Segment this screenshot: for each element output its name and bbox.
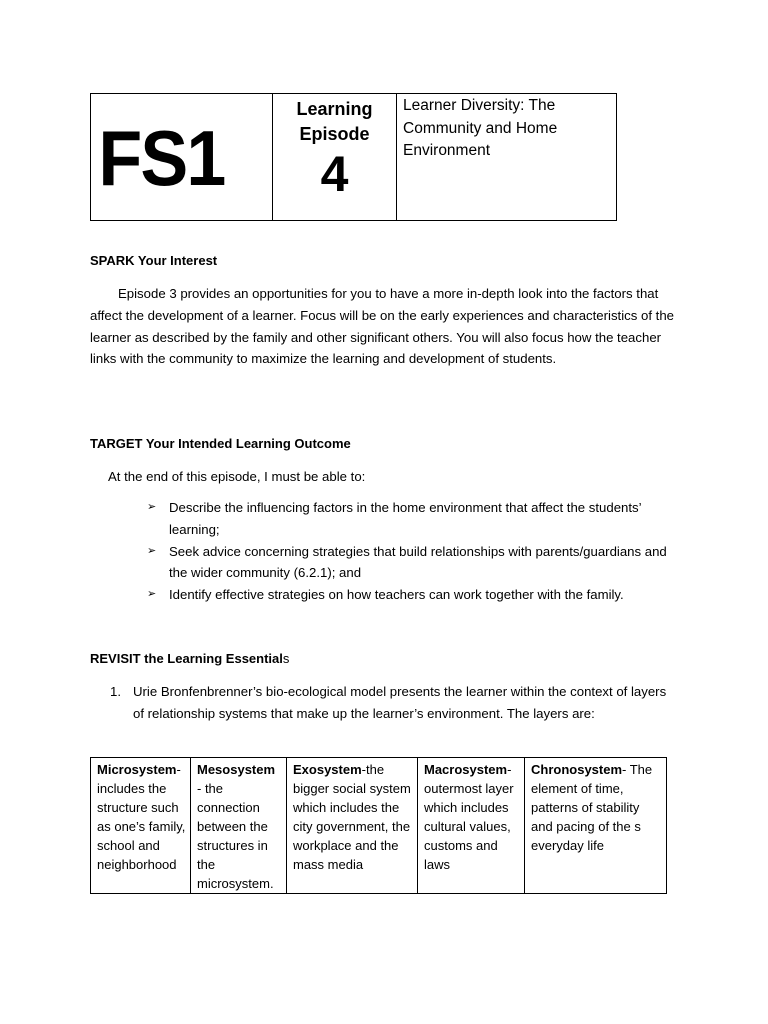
arrow-bullet-icon: ➢	[147, 544, 157, 557]
layer-cell-chronosystem: Chronosystem- The element of time, patterns of stability and pacing of the s everyday life	[525, 758, 667, 894]
layer-cell-mesosystem: Mesosystem - the connection between the structures in the microsystem.	[191, 758, 287, 894]
layer-cell-macrosystem: Macrosystem- outermost layer which includes cultural values, customs and laws	[418, 758, 525, 894]
episode-label: Learning Episode	[296, 99, 373, 144]
ecological-layers-table	[90, 757, 667, 894]
episode-title: Learner Diversity: The Community and Home Environment	[403, 97, 558, 159]
layer-cell-exosystem: Exosystem-the bigger social system which includes the city government, the workplace and the mass media	[287, 758, 418, 894]
course-code-cell	[91, 94, 273, 221]
target-heading: TARGET Your Intended Learning Outcome	[90, 436, 351, 451]
list-item: ➢ Seek advice concerning strategies that build relationships with parents/guardians and the wider community (6.2.1); and	[146, 541, 686, 585]
arrow-bullet-icon: ➢	[147, 588, 157, 601]
episode-header-table	[90, 93, 617, 221]
course-code: FS1	[98, 114, 225, 202]
target-intro: At the end of this episode, I must be able to:	[108, 469, 366, 484]
item-number: 1.	[110, 684, 121, 699]
layer-cell-microsystem: Microsystem- includes the structure such as one’s family, school and neighborhood	[91, 758, 191, 894]
revisit-heading: REVISIT the Learning Essentials	[90, 651, 290, 666]
episode-cell	[273, 94, 397, 221]
outcome-list	[146, 497, 686, 606]
episode-number: 4	[320, 146, 349, 202]
spark-paragraph: Episode 3 provides an opportunities for you to have a more in-depth look into the factors that affect the development of a learner. Focus will be on the early experiences and characteristics of the learner as described by the family and other significant others. You will also focus how the teacher links with the community to maximize the learning and development of students.	[90, 286, 674, 367]
list-item: ➢ Identify effective strategies on how teachers can work together with the family.	[146, 584, 686, 606]
spark-heading: SPARK Your Interest	[90, 253, 218, 268]
episode-title-cell	[397, 94, 617, 221]
arrow-bullet-icon: ➢	[147, 501, 157, 513]
list-item: ➢ Describe the influencing factors in the home environment that affect the students’ learning;	[146, 497, 686, 541]
item-text: Urie Bronfenbrenner’s bio-ecological model presents the learner within the context of layers of relationship systems that make up the learner’s environment. The layers are:	[133, 684, 667, 721]
